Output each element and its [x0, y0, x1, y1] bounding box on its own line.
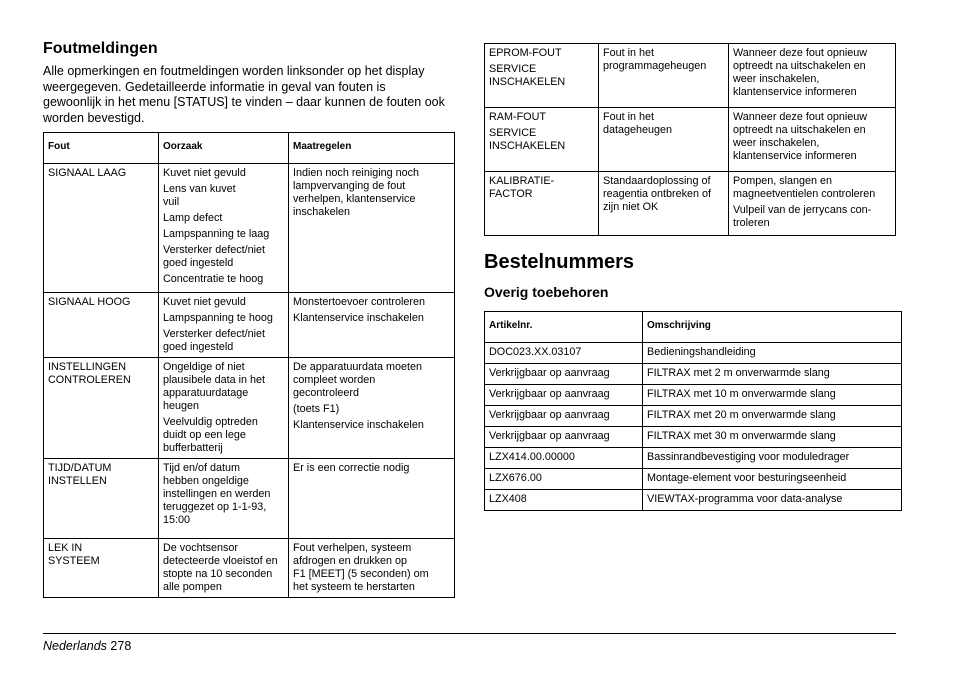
intro-line: Alle opmerkingen en foutmeldingen worden linksonder op het display	[43, 64, 425, 78]
table-row	[485, 469, 902, 490]
cell-text: De apparatuurdata moeten compleet worden gecontroleerd	[293, 361, 423, 399]
cell-text: Wanneer deze fout opnieuw optreedt na uitschakelen en weer inschakelen, klantenservice informeren	[733, 111, 868, 162]
fault-cell	[44, 459, 159, 539]
description-cell: FILTRAX met 2 m onverwarmde slang	[643, 364, 902, 385]
cell-text: Fout verhelpen, systeem afdrogen en drukken op F1 [MEET] (5 seconden) om het systeem te herstarten	[293, 542, 429, 593]
page-number: 278	[110, 639, 132, 653]
intro-line: weergegeven. Gedetailleerde informatie in geval van fouten is	[43, 79, 386, 94]
table-row	[485, 364, 902, 385]
cell-text: Klantenservice inschakelen	[293, 312, 424, 324]
cell-text: Lampspanning te hoog	[163, 312, 273, 324]
description-cell: FILTRAX met 20 m onverwarmde slang	[643, 406, 902, 427]
action-cell	[289, 539, 455, 598]
action-cell	[289, 164, 455, 293]
table-row	[485, 490, 902, 511]
fault-cell	[485, 172, 599, 236]
error-table-continued	[484, 43, 896, 236]
cell-text: Monstertoevoer controleren	[293, 296, 426, 308]
fault-cell	[44, 358, 159, 459]
column-header: Maatregelen	[289, 133, 455, 164]
column-header: Fout	[44, 133, 159, 164]
column-header: Oorzaak	[159, 133, 289, 164]
fault-table	[43, 132, 455, 598]
article-number-cell: Verkrijgbaar op aanvraag	[485, 364, 643, 385]
table-row	[485, 385, 902, 406]
action-cell	[289, 358, 455, 459]
action-cell	[289, 459, 455, 539]
cell-text: Pompen, slangen en magneetventielen controleren	[733, 175, 876, 200]
fault-cell	[44, 293, 159, 358]
cell-text: Kuvet niet gevuld	[163, 167, 246, 179]
table-row	[485, 427, 902, 448]
column-header: Omschrijving	[643, 312, 902, 343]
cell-text: Standaardoplossing of reagentia ontbreken of zijn niet OK	[603, 175, 712, 213]
fault-cell	[485, 108, 599, 172]
action-cell	[729, 172, 896, 236]
page-title-bestelnummers: Bestelnummers	[484, 251, 635, 273]
article-number-cell: LZX408	[485, 490, 643, 511]
column-header: Artikelnr.	[485, 312, 643, 343]
cell-text: SERVICE INSCHAKELEN	[489, 127, 566, 152]
table-row	[44, 293, 455, 358]
article-number-cell: LZX414.00.00000	[485, 448, 643, 469]
article-number-cell: Verkrijgbaar op aanvraag	[485, 406, 643, 427]
cell-text: LEK IN SYSTEEM	[48, 542, 100, 567]
table-row	[485, 448, 902, 469]
footer-rule	[43, 633, 896, 634]
cell-text: Fout in het datageheugen	[603, 111, 673, 136]
cell-text: Versterker defect/niet goed ingesteld	[163, 328, 266, 353]
article-number-cell: Verkrijgbaar op aanvraag	[485, 385, 643, 406]
cell-text: Concentratie te hoog	[163, 273, 264, 285]
intro-paragraph	[43, 64, 455, 126]
fault-cell	[44, 164, 159, 293]
description-cell: FILTRAX met 10 m onverwarmde slang	[643, 385, 902, 406]
article-number-cell: DOC023.XX.03107	[485, 343, 643, 364]
cause-cell	[599, 172, 729, 236]
cell-text: Indien noch reiniging noch lampvervanging de fout verhelpen, klantenservice inschakelen	[293, 167, 420, 218]
cause-cell	[599, 108, 729, 172]
footer-language: Nederlands	[43, 639, 107, 653]
description-cell: Montage-element voor besturingseenheid	[643, 469, 902, 490]
cell-text: Wanneer deze fout opnieuw optreedt na uitschakelen en weer inschakelen, klantenservice informeren	[733, 47, 868, 98]
article-number-cell: LZX676.00	[485, 469, 643, 490]
table-row	[44, 358, 455, 459]
table-row	[485, 343, 902, 364]
cell-text: Lens van kuvet vuil	[163, 183, 236, 208]
cell-text: Klantenservice inschakelen	[293, 419, 424, 431]
cause-cell	[159, 459, 289, 539]
cause-cell	[159, 164, 289, 293]
cell-text: INSTELLINGEN CONTROLEREN	[48, 361, 131, 386]
table-row	[485, 172, 896, 236]
cell-text: De vochtsensor detecteerde vloeistof en stopte na 10 seconden alle pompen	[163, 542, 278, 593]
table-row	[44, 459, 455, 539]
cause-cell	[159, 539, 289, 598]
cell-text: Vulpeil van de jerrycans con- troleren	[733, 204, 872, 229]
table-row	[44, 164, 455, 293]
cause-cell	[159, 293, 289, 358]
cell-text: RAM-FOUT	[489, 111, 546, 123]
fault-cell	[44, 539, 159, 598]
cell-text: Kuvet niet gevuld	[163, 296, 246, 308]
table-row	[485, 44, 896, 108]
cell-text: Tijd en/of datum hebben ongeldige instellingen en werden teruggezet op 1-1-93, 15:00	[163, 462, 271, 526]
cell-text: SIGNAAL LAAG	[48, 167, 127, 179]
cause-cell	[159, 358, 289, 459]
cell-text: Versterker defect/niet goed ingesteld	[163, 244, 266, 269]
section-heading-foutmeldingen: Foutmeldingen	[43, 40, 158, 57]
table-header-row	[44, 133, 455, 164]
description-cell: VIEWTAX-programma voor data-analyse	[643, 490, 902, 511]
cell-text: Lampspanning te laag	[163, 228, 270, 240]
cell-text: KALIBRATIE- FACTOR	[489, 175, 555, 200]
table-row	[44, 539, 455, 598]
cell-text: SIGNAAL HOOG	[48, 296, 131, 308]
cell-text: Veelvuldig optreden duidt op een lege bufferbatterij	[163, 416, 258, 454]
table-row	[485, 406, 902, 427]
description-cell: Bedieningshandleiding	[643, 343, 902, 364]
cell-text: Er is een correctie nodig	[293, 462, 410, 474]
cell-text: SERVICE INSCHAKELEN	[489, 63, 566, 88]
cell-text: (toets F1)	[293, 403, 340, 415]
section-heading-overig-toebehoren: Overig toebehoren	[484, 284, 609, 300]
table-row	[485, 108, 896, 172]
cell-text: EPROM-FOUT	[489, 47, 562, 59]
cell-text: Lamp defect	[163, 212, 223, 224]
intro-line: worden bevestigd.	[43, 110, 145, 125]
action-cell	[729, 108, 896, 172]
action-cell	[729, 44, 896, 108]
cell-text: Ongeldige of niet plausibele data in het apparatuurdatage heugen	[163, 361, 266, 412]
description-cell: FILTRAX met 30 m onverwarmde slang	[643, 427, 902, 448]
intro-line: gewoonlijk in het menu [STATUS] te vinden – daar kunnen de fouten ook	[43, 95, 445, 109]
page-footer	[43, 639, 131, 653]
fault-cell	[485, 44, 599, 108]
cause-cell	[599, 44, 729, 108]
cell-text: Fout in het programmageheugen	[603, 47, 707, 72]
accessories-table	[484, 311, 902, 511]
action-cell	[289, 293, 455, 358]
article-number-cell: Verkrijgbaar op aanvraag	[485, 427, 643, 448]
cell-text: TIJD/DATUM INSTELLEN	[48, 462, 112, 487]
description-cell: Bassinrandbevestiging voor moduledrager	[643, 448, 902, 469]
table-header-row	[485, 312, 902, 343]
